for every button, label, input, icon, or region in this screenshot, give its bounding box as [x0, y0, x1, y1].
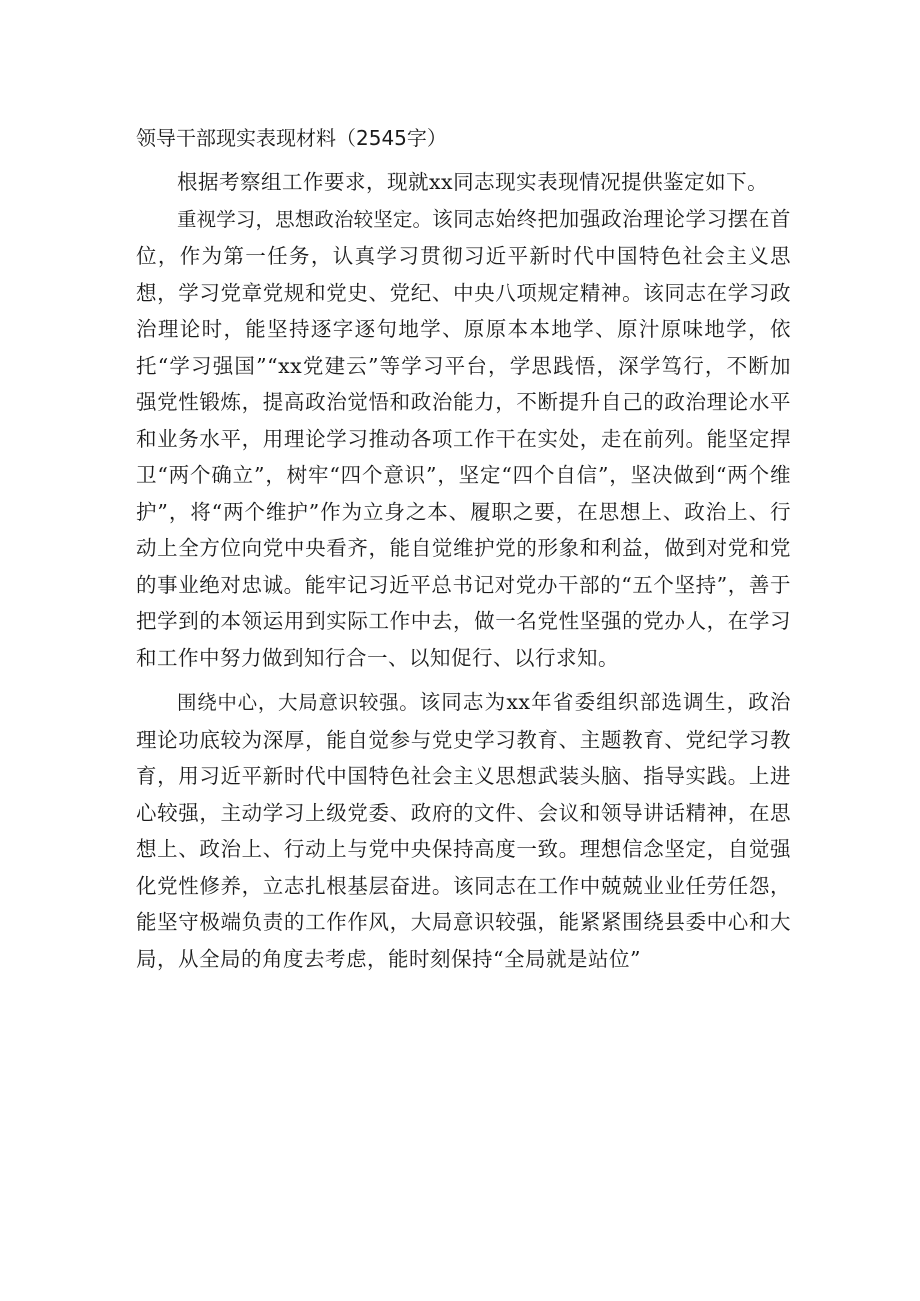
intro-paragraph [136, 164, 791, 201]
section-heading-1: 重视学习，思想政治较坚定。 [177, 207, 433, 231]
intro-text: 根据考察组工作要求，现就xx同志现实表现情况提供鉴定如下。 [177, 170, 769, 194]
section-paragraph-1 [136, 201, 791, 677]
document-body [136, 164, 791, 977]
section-body-2: 该同志为xx年省委组织部选调生，政治理论功底较为深厚，能自觉参与党史学习教育、主题教育、党纪学习教育，用习近平新时代中国特色社会主义思想武装头脑、指导实践。上进心较强，主动学习上级党委、政府的文件、会议和领导讲话精神，在思想上、政治上、行动上与党中央保持高度一致。理想信念坚定，自觉强化党性修养，立志扎根基层奋进。该同志在工作中兢兢业业任劳任怨，能坚守极端负责的工作作风，大局意识较强，能紧紧围绕县委中心和大局，从全局的角度去考虑，能时刻保持“全局就是站位” [136, 690, 791, 971]
document-title: 领导干部现实表现材料（2545字） [136, 126, 447, 150]
section-body-1: 该同志始终把加强政治理论学习摆在首位，作为第一任务，认真学习贯彻习近平新时代中国特色社会主义思想，学习党章党规和党史、党纪、中央八项规定精神。该同志在学习政治理论时，能坚持逐字逐句地学、原原本本地学、原汁原味地学，依托“学习强国”“xx党建云”等学习平台，学思践悟，深学笃行，不断加强党性锻炼，提高政治觉悟和政治能力，不断提升自己的政治理论水平和业务水平，用理论学习推动各项工作干在实处，走在前列。能坚定捍卫“两个确立”，树牢“四个意识”，坚定“四个自信”，坚决做到“两个维护”，将“两个维护”作为立身之本、履职之要，在思想上、政治上、行动上全方位向党中央看齐，能自觉维护党的形象和利益，做到对党和党的事业绝对忠诚。能牢记习近平总书记对党办干部的“五个坚持”，善于把学到的本领运用到实际工作中去，做一名党性坚强的党办人，在学习和工作中努力做到知行合一、以知促行、以行求知。 [136, 206, 791, 670]
section-heading-2: 围绕中心，大局意识较强。 [177, 691, 420, 714]
section-paragraph-2 [136, 684, 791, 977]
